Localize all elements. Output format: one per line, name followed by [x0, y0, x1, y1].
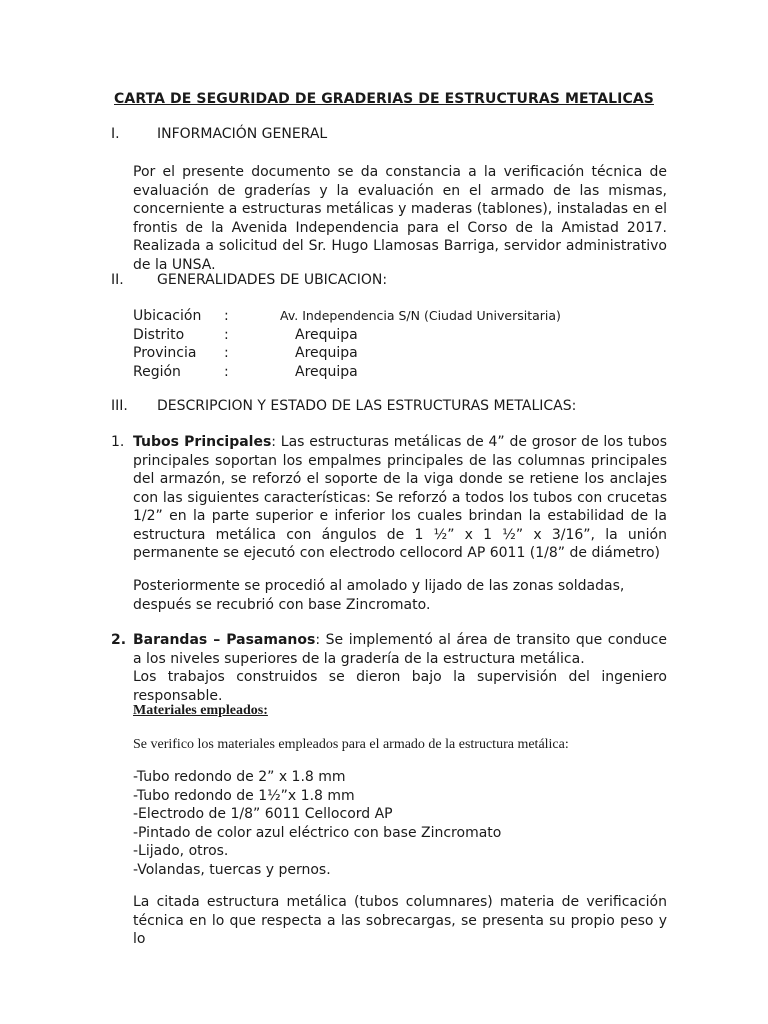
section-label: INFORMACIÓN GENERAL	[157, 126, 328, 142]
location-key: Ubicación	[133, 308, 202, 324]
materials-list	[133, 768, 501, 879]
materials-intro: Se verifico los materiales empleados para el armado de la estructura metálica:	[133, 737, 569, 752]
location-key: Región	[133, 363, 181, 380]
item-1-followup: Posteriormente se procedió al amolado y lijado de las zonas soldadas, después se recubrió con base Zincromato.	[133, 578, 625, 613]
list-item: -Volandas, tuercas y pernos.	[133, 861, 331, 878]
item-text	[133, 631, 667, 705]
section-label: GENERALIDADES DE UBICACION:	[157, 272, 388, 288]
section-number: III.	[111, 398, 128, 414]
location-key: Provincia	[133, 345, 197, 361]
item-heading: Tubos Principales	[133, 434, 272, 450]
intro-paragraph: Por el presente documento se da constancia a la verificación técnica de evaluación de graderías y la evaluación en el armado de las mismas, concerniente a estructuras metálicas y maderas (tablones), instaladas en el frontis de la Avenida Independencia para el Corso de la Amistad 2017. Realizada a solicitud del Sr. Hugo Llamosas Barriga, servidor administrativo de la UNSA.	[133, 164, 667, 273]
materials-heading: Materiales empleados:	[133, 703, 268, 718]
section-1-heading	[111, 126, 327, 142]
list-item: -Tubo redondo de 2” x 1.8 mm	[133, 769, 346, 785]
list-item: -Pintado de color azul eléctrico con base Zincromato	[133, 824, 502, 841]
location-value: Arequipa	[295, 326, 358, 343]
location-value: Arequipa	[295, 345, 358, 361]
location-row	[133, 344, 561, 363]
location-key: Distrito	[133, 326, 185, 343]
location-separator: :	[224, 308, 229, 324]
location-value: Arequipa	[295, 363, 358, 380]
item-note: Los trabajos construidos se dieron bajo la supervisión del ingeniero responsable.	[133, 669, 667, 704]
section-number: I.	[111, 126, 120, 142]
section-2-heading	[111, 272, 387, 288]
item-number: 1.	[111, 434, 125, 450]
location-row	[133, 307, 561, 326]
location-separator: :	[224, 326, 229, 343]
location-table	[133, 307, 561, 381]
document-title: CARTA DE SEGURIDAD DE GRADERIAS DE ESTRUCTURAS METALICAS	[114, 91, 654, 107]
location-value: Av. Independencia S/N (Ciudad Universitaria)	[280, 308, 561, 323]
location-separator: :	[224, 363, 229, 380]
item-text	[133, 433, 667, 563]
list-item: -Lijado, otros.	[133, 843, 229, 859]
item-heading: Barandas – Pasamanos	[133, 632, 316, 648]
closing-paragraph: La citada estructura metálica (tubos columnares) materia de verificación técnica en lo que respecta a las sobrecargas, se presenta su propio peso y lo	[133, 894, 667, 947]
location-row	[133, 363, 561, 382]
item-body: : Las estructuras metálicas de 4” de grosor de los tubos principales soportan los empalmes principales de las columnas principales del armazón, se reforzó el soporte de la viga donde se retiene los anclajes con las siguientes características: Se reforzó a todos los tubos con crucetas 1/2” en la parte superior e inferior los cuales brindan la estabilidad de la estructura metálica con ángulos de 1 ½” x 1 ½” x 3/16”, la unión permanente se ejecutó con electrodo cellocord AP 6011 (1/8” de diámetro)	[133, 434, 667, 561]
item-number: 2.	[111, 632, 127, 648]
section-3-heading	[111, 398, 576, 414]
location-separator: :	[224, 345, 229, 361]
item-body: : Se implementó al área de transito que conduce a los niveles superiores de la gradería de la estructura metálica.	[133, 632, 667, 667]
section-number: II.	[111, 272, 124, 288]
list-item: -Electrodo de 1/8” 6011 Cellocord AP	[133, 806, 393, 822]
list-item: -Tubo redondo de 1½”x 1.8 mm	[133, 787, 355, 804]
section-label: DESCRIPCION Y ESTADO DE LAS ESTRUCTURAS METALICAS:	[157, 398, 577, 414]
location-row	[133, 326, 561, 345]
